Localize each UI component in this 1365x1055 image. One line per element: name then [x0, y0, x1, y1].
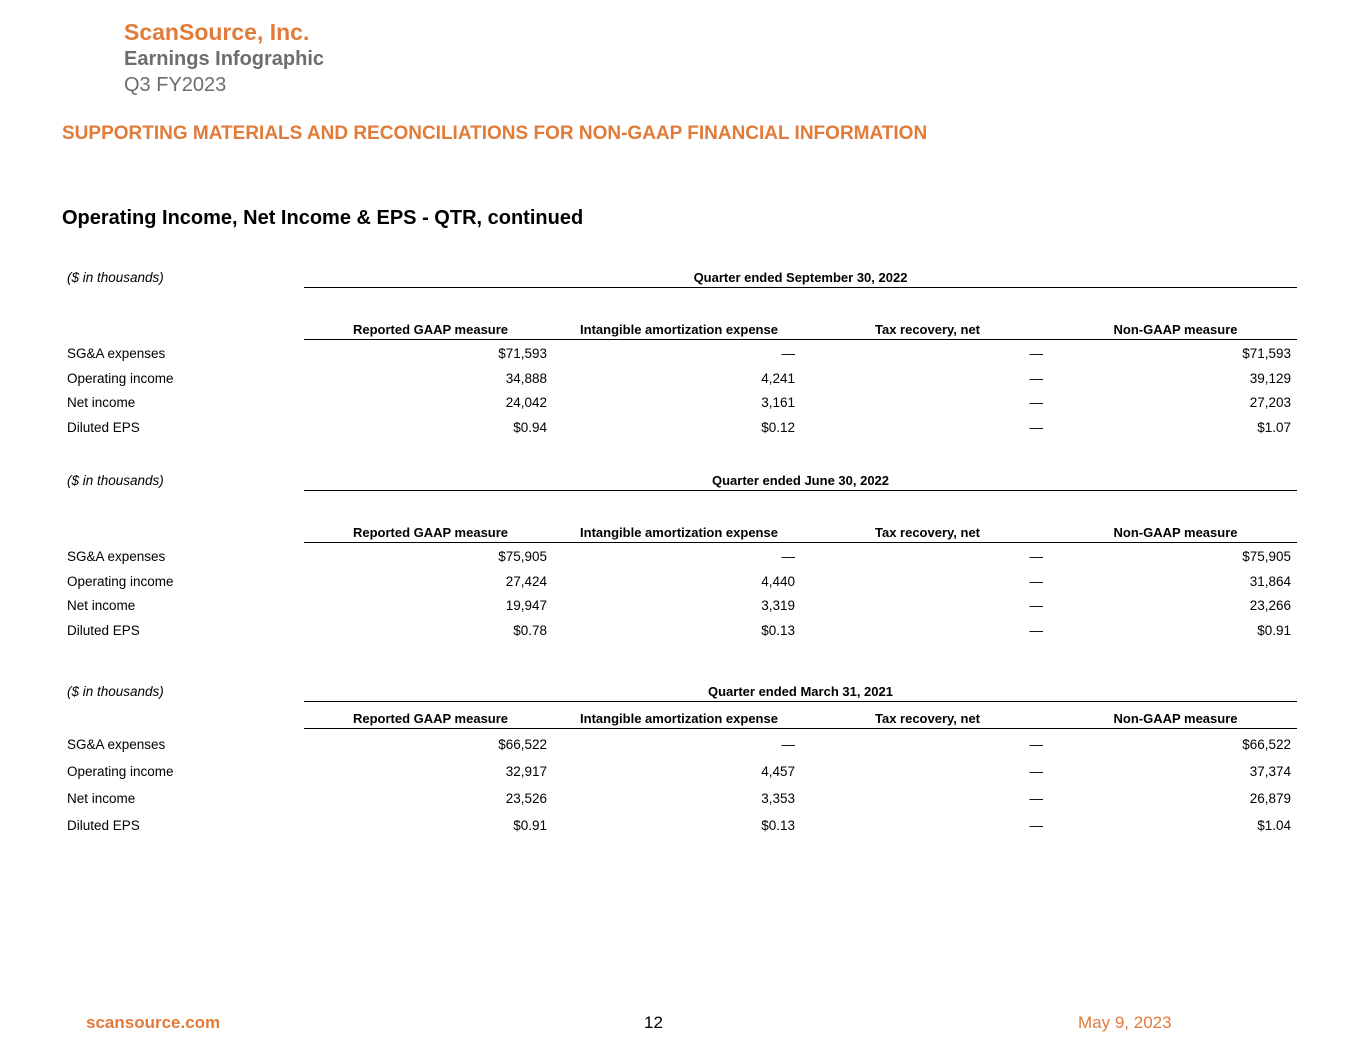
table-row — [62, 420, 1297, 440]
row-label: Operating income — [67, 371, 174, 386]
cell-reported: 34,888 — [505, 371, 547, 386]
cell-reported: $0.91 — [513, 818, 547, 833]
table-row — [62, 737, 1297, 757]
table-row — [62, 574, 1297, 594]
table-row — [62, 598, 1297, 618]
column-header-nongaap: Non-GAAP measure — [1113, 711, 1238, 726]
table-row — [62, 395, 1297, 415]
row-label: Operating income — [67, 574, 174, 589]
cell-intangible: 3,353 — [761, 791, 795, 806]
cell-intangible: 4,457 — [761, 764, 795, 779]
row-label: Net income — [67, 395, 136, 410]
document-period: Q3 FY2023 — [124, 74, 227, 96]
cell-nongaap: 37,374 — [1249, 764, 1291, 779]
cell-nongaap: $0.91 — [1257, 623, 1291, 638]
table-row — [62, 549, 1297, 569]
table-heading: Operating Income, Net Income & EPS - QTR, continued — [62, 207, 584, 229]
row-label: Net income — [67, 598, 136, 613]
column-header-intangible: Intangible amortization expense — [580, 525, 778, 540]
row-label: SG&A expenses — [67, 549, 166, 564]
quarter-rule — [304, 701, 1297, 702]
row-label: Operating income — [67, 764, 174, 779]
row-label: SG&A expenses — [67, 737, 166, 752]
row-label: Net income — [67, 791, 136, 806]
cell-reported: $75,905 — [498, 549, 547, 564]
cell-intangible: $0.13 — [761, 623, 795, 638]
cell-nongaap: $1.04 — [1257, 818, 1291, 833]
cell-nongaap: 26,879 — [1249, 791, 1291, 806]
row-label: Diluted EPS — [67, 420, 140, 435]
header-rule — [304, 542, 1297, 543]
cell-intangible: 4,440 — [761, 574, 795, 589]
cell-tax: — — [1029, 574, 1043, 589]
column-header-intangible: Intangible amortization expense — [580, 711, 778, 726]
cell-tax: — — [1029, 623, 1043, 638]
cell-reported: 19,947 — [505, 598, 547, 613]
quarter-title: Quarter ended September 30, 2022 — [693, 270, 908, 285]
row-label: Diluted EPS — [67, 818, 140, 833]
table-row — [62, 818, 1297, 838]
cell-tax: — — [1029, 395, 1043, 410]
cell-reported: 32,917 — [505, 764, 547, 779]
column-header-tax: Tax recovery, net — [874, 322, 980, 337]
cell-intangible: 4,241 — [761, 371, 795, 386]
cell-reported: 24,042 — [505, 395, 547, 410]
cell-intangible: $0.12 — [761, 420, 795, 435]
cell-reported: $66,522 — [498, 737, 547, 752]
cell-tax: — — [1029, 549, 1043, 564]
cell-intangible: 3,161 — [761, 395, 795, 410]
cell-intangible: — — [781, 549, 795, 564]
table-row — [62, 346, 1297, 366]
footer-website-link[interactable]: scansource.com — [86, 1013, 221, 1032]
quarter-title: Quarter ended March 31, 2021 — [708, 684, 893, 699]
footer-page-number: 12 — [644, 1013, 663, 1032]
cell-intangible: 3,319 — [761, 598, 795, 613]
unit-label: ($ in thousands) — [67, 684, 164, 699]
cell-nongaap: 39,129 — [1249, 371, 1291, 386]
table-row — [62, 791, 1297, 811]
column-header-nongaap: Non-GAAP measure — [1113, 322, 1238, 337]
column-header-reported: Reported GAAP measure — [352, 711, 509, 726]
unit-label: ($ in thousands) — [67, 473, 164, 488]
company-name: ScanSource, Inc. — [124, 19, 310, 45]
table-row — [62, 764, 1297, 784]
cell-reported: $71,593 — [498, 346, 547, 361]
column-header-reported: Reported GAAP measure — [352, 525, 509, 540]
cell-tax: — — [1029, 737, 1043, 752]
cell-nongaap: 31,864 — [1249, 574, 1291, 589]
quarter-rule — [304, 490, 1297, 491]
cell-reported: $0.78 — [513, 623, 547, 638]
column-header-nongaap: Non-GAAP measure — [1113, 525, 1238, 540]
cell-reported: 23,526 — [505, 791, 547, 806]
table-row — [62, 623, 1297, 643]
cell-reported: $0.94 — [513, 420, 547, 435]
quarter-title: Quarter ended June 30, 2022 — [711, 473, 890, 488]
cell-intangible: — — [781, 346, 795, 361]
cell-tax: — — [1029, 764, 1043, 779]
cell-nongaap: $1.07 — [1257, 420, 1291, 435]
section-title: SUPPORTING MATERIALS AND RECONCILIATIONS FOR NON-GAAP FINANCIAL INFORMATION — [62, 123, 928, 144]
row-label: SG&A expenses — [67, 346, 166, 361]
cell-tax: — — [1029, 371, 1043, 386]
column-header-intangible: Intangible amortization expense — [580, 322, 778, 337]
cell-intangible: $0.13 — [761, 818, 795, 833]
column-header-tax: Tax recovery, net — [874, 525, 980, 540]
unit-label: ($ in thousands) — [67, 270, 164, 285]
cell-tax: — — [1029, 818, 1043, 833]
cell-nongaap: $66,522 — [1242, 737, 1291, 752]
cell-intangible: — — [781, 737, 795, 752]
column-header-reported: Reported GAAP measure — [352, 322, 509, 337]
cell-nongaap: 23,266 — [1249, 598, 1291, 613]
cell-tax: — — [1029, 791, 1043, 806]
document-subtitle: Earnings Infographic — [124, 48, 325, 70]
cell-nongaap: $75,905 — [1242, 549, 1291, 564]
row-label: Diluted EPS — [67, 623, 140, 638]
header-rule — [304, 339, 1297, 340]
cell-reported: 27,424 — [505, 574, 547, 589]
cell-tax: — — [1029, 598, 1043, 613]
cell-nongaap: 27,203 — [1249, 395, 1291, 410]
column-header-tax: Tax recovery, net — [874, 711, 980, 726]
footer-date: May 9, 2023 — [1078, 1013, 1172, 1032]
cell-nongaap: $71,593 — [1242, 346, 1291, 361]
table-row — [62, 371, 1297, 391]
cell-tax: — — [1029, 420, 1043, 435]
header-rule — [304, 728, 1297, 729]
cell-tax: — — [1029, 346, 1043, 361]
quarter-rule — [304, 287, 1297, 288]
